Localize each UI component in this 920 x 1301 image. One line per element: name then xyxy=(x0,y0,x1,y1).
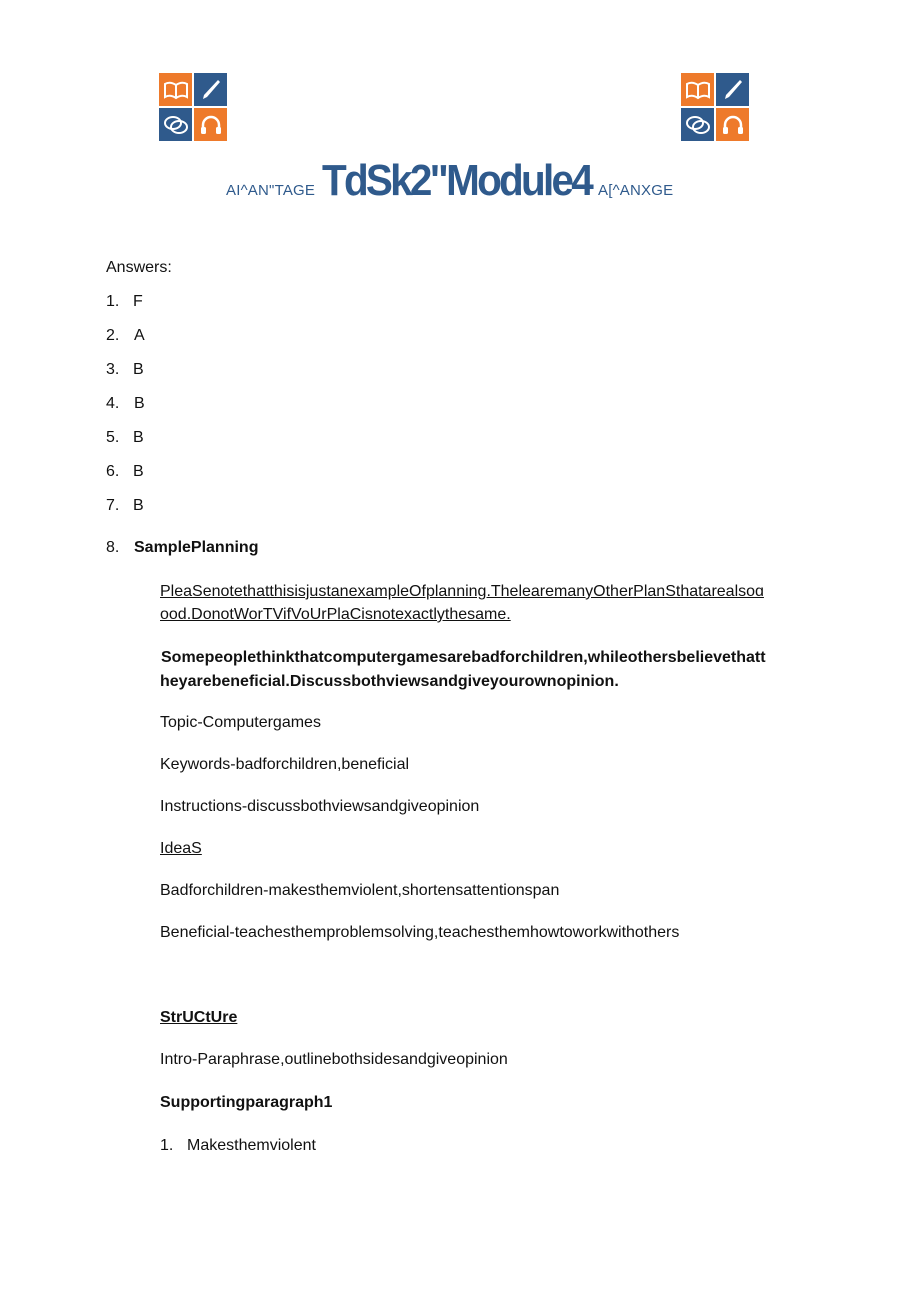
answer-number: 5. xyxy=(106,429,120,446)
supporting1-item-number: 1. xyxy=(160,1137,174,1154)
page-header xyxy=(0,156,920,208)
planning-note-line2: ood.DonotWorTVifVoUrPlaCisnotexactlythesame. xyxy=(160,606,511,623)
answer-number: 4. xyxy=(106,395,120,412)
answer-value: B xyxy=(133,429,144,446)
answer-value: B xyxy=(133,463,144,480)
page-title: TdSk2"Module4 xyxy=(322,156,591,205)
keywords-line: Keywords-badforchildren,beneficial xyxy=(160,756,410,773)
answer-number: 3. xyxy=(106,361,120,378)
answer-value: B xyxy=(133,497,144,514)
answer-value: A xyxy=(134,327,145,344)
question-line2: heyarebeneficial.Discussbothviewsandgiveyourownopinion. xyxy=(160,673,619,690)
idea-beneficial-line: Beneficial-teachesthemproblemsolving,teachesthemhowtoworkwithothers xyxy=(160,924,680,941)
item8-heading: SamplePlanning xyxy=(134,539,259,556)
speech-bubbles-icon xyxy=(159,108,192,141)
structure-heading: StrUCtUre xyxy=(160,1009,238,1026)
instructions-line: Instructions-discussbothviewsandgiveopinion xyxy=(160,798,480,815)
item8-number: 8. xyxy=(106,539,120,556)
intro-line: Intro-Paraphrase,outlinebothsidesandgiveopinion xyxy=(160,1051,508,1068)
answers-label: Answers: xyxy=(106,259,172,276)
topic-line: Topic-Computergames xyxy=(160,714,321,731)
answer-value: B xyxy=(133,361,144,378)
open-book-icon xyxy=(681,73,714,106)
pen-icon xyxy=(716,73,749,106)
answer-number: 6. xyxy=(106,463,120,480)
logo-left xyxy=(159,73,227,141)
answer-number: 1. xyxy=(106,293,120,310)
ideas-heading: IdeaS xyxy=(160,840,202,857)
supporting-paragraph1-heading: Supportingparagraph1 xyxy=(160,1094,333,1111)
header-left-text: AI^AN"TAGE xyxy=(226,182,316,199)
pen-icon xyxy=(194,73,227,106)
speech-bubbles-icon xyxy=(681,108,714,141)
open-book-icon xyxy=(159,73,192,106)
answer-number: 2. xyxy=(106,327,120,344)
header-right-text: A[^ANXGE xyxy=(598,182,674,199)
planning-note-line1: PleaSenotethatthisisjustanexampleOfplanning.ThelearemanyOtherPlanSthatarealsoɑ xyxy=(160,583,764,600)
question-line1: Somepeoplethinkthatcomputergamesarebadforchildren,whileothersbelievethatt xyxy=(161,649,766,666)
headphones-icon xyxy=(194,108,227,141)
logo-right xyxy=(681,73,749,141)
answer-value: F xyxy=(133,293,143,310)
answer-value: B xyxy=(134,395,145,412)
headphones-icon xyxy=(716,108,749,141)
answer-number: 7. xyxy=(106,497,120,514)
supporting1-item-text: Makesthemviolent xyxy=(187,1137,316,1154)
idea-bad-line: Badforchildren-makesthemviolent,shortensattentionspan xyxy=(160,882,560,899)
